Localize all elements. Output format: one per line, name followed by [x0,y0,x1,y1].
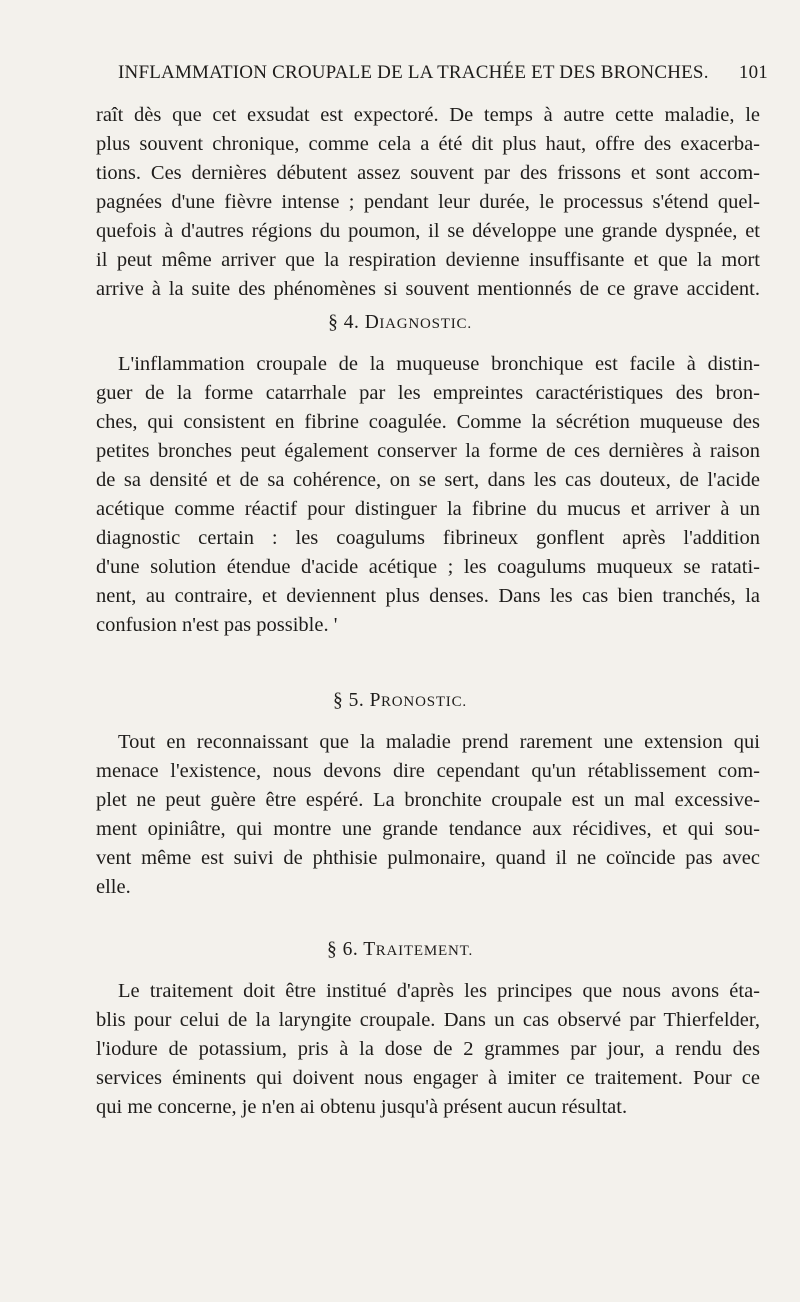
text-line: nent, au contraire, et deviennent plus denses. Dans les cas bien tranchés, la [96,585,760,607]
text-line: vent même est suivi de phthisie pulmonaire, quand il ne coïncide pas avec [96,847,760,869]
text-line: plus souvent chronique, comme cela a été dit plus haut, offre des exacerba- [96,133,760,155]
text-line: tions. Ces dernières débutent assez souvent par des frissons et sont accom- [96,162,760,184]
running-head-title: INFLAMMATION CROUPALE DE LA TRACHÉE ET DES BRONCHES. [118,62,709,83]
text-line: L'inflammation croupale de la muqueuse bronchique est facile à distin- [118,353,760,375]
text-line: guer de la forme catarrhale par les empreintes caractéristiques des bron- [96,382,760,404]
heading-number: § 5. [333,690,365,711]
text-line: Le traitement doit être institué d'après les principes que nous avons éta- [118,980,760,1002]
heading-text: RAITEMENT. [375,943,473,959]
text-line: Tout en reconnaissant que la maladie prend rarement une extension qui [118,731,760,753]
text-line: arrive à la suite des phénomènes si souvent mentionnés de ce grave accident. [96,278,760,300]
text-line: de sa densité et de sa cohérence, on se sert, dans les cas douteux, de l'acide [96,469,760,491]
text-line: diagnostic certain : les coagulums fibrineux gonflent après l'addition [96,527,760,549]
heading-initial: D [364,312,380,333]
text-line: services éminents qui doivent nous engager à imiter ce traitement. Pour ce [96,1067,760,1089]
text-line: qui me concerne, je n'en ai obtenu jusqu'à présent aucun résultat. [96,1096,628,1118]
text-line: plet ne peut guère être espéré. La bronchite croupale est un mal excessive- [96,789,760,811]
paragraph-pronostic [96,728,760,902]
text-line: menace l'existence, nous devons dire cependant qu'un rétablissement com- [96,760,760,782]
heading-number: § 6. [327,939,359,960]
paragraph-diagnostic [96,350,760,640]
heading-text: IAGNOSTIC. [379,316,472,332]
text-line: l'iodure de potassium, pris à la dose de 2 grammes par jour, a rendu des [96,1038,760,1060]
text-line: ment opiniâtre, qui montre une grande tendance aux récidives, et qui sou- [96,818,760,840]
text-line: ches, qui consistent en fibrine coagulée. Comme la sécrétion muqueuse des [96,411,760,433]
text-line: acétique comme réactif pour distinguer la fibrine du mucus et arriver à un [96,498,760,520]
text-line: quefois à d'autres régions du poumon, il se développe une grande dyspnée, et [96,220,760,242]
section-heading-diagnostic [0,312,800,334]
text-line: pagnées d'une fièvre intense ; pendant leur durée, le processus s'étend quel- [96,191,760,213]
text-line: petites bronches peut également conserver la forme de ces dernières à raison [96,440,760,462]
text-line: raît dès que cet exsudat est expectoré. De temps à autre cette maladie, le [96,104,760,126]
section-heading-pronostic [0,690,800,712]
text-line: d'une solution étendue d'acide acétique ; les coagulums muqueux se ratati- [96,556,760,578]
text-line: il peut même arriver que la respiration devienne insuffisante et que la mort [96,249,760,271]
heading-number: § 4. [328,312,360,333]
paragraph-continuation [96,101,760,304]
text-line: elle. [96,876,131,898]
running-head [118,62,768,88]
text-line: blis pour celui de la laryngite croupale. Dans un cas observé par Thierfelder, [96,1009,760,1031]
heading-initial: P [369,690,381,711]
page-number: 101 [738,62,768,83]
section-heading-traitement [0,939,800,961]
text-line: confusion n'est pas possible. ' [96,614,338,636]
paragraph-traitement [96,977,760,1122]
heading-initial: T [363,939,376,960]
heading-text: RONOSTIC. [381,694,467,710]
